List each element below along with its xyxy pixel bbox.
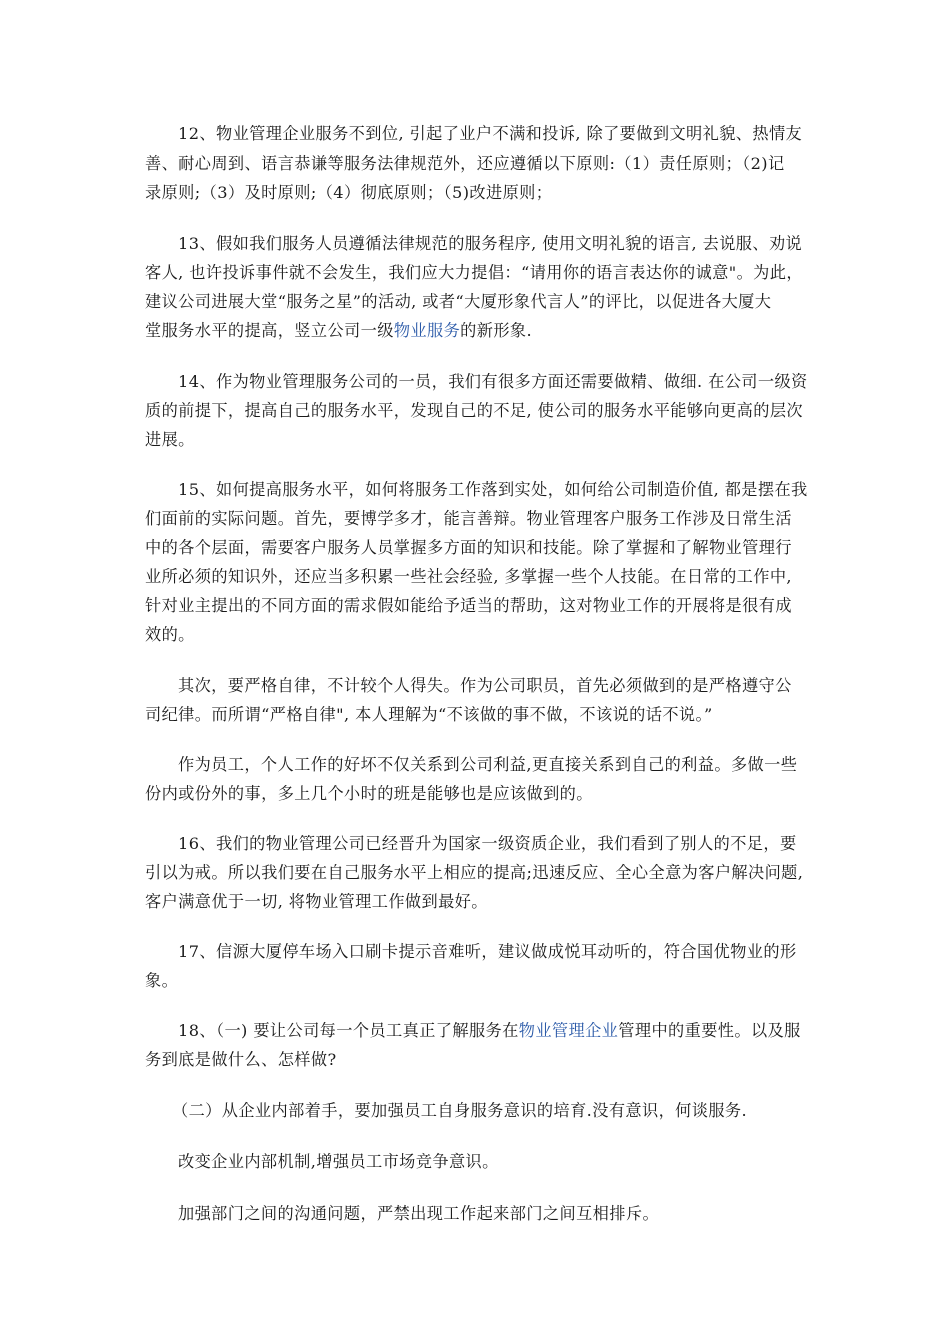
p18d-line-1: 加强部门之间的沟通问题，严禁出现工作起来部门之间互相排斥。 <box>178 1204 660 1223</box>
p13-line-2: 客人, 也许投诉事件就不会发生，我们应大力提倡：“请用你的语言表达你的诚意"。为此， <box>145 263 803 282</box>
p14-line-2: 质的前提下，提高自己的服务水平，发现自己的不足, 使公司的服务水平能够向更高的层次 <box>145 401 804 420</box>
p13-line-3: 建议公司进展大堂“服务之星”的活动, 或者“大厦形象代言人”的评比，以促进各大厦大 <box>145 292 772 311</box>
p15c-line-1: 作为员工，个人工作的好坏不仅关系到公司利益,更直接关系到自己的利益。多做一些 <box>178 755 798 774</box>
link-property-management-enterprise[interactable]: 物业管理企业 <box>518 1021 619 1040</box>
p16-line-2: 引以为戒。所以我们要在自己服务水平上相应的提高;迅速反应、全心全意为客户解决问题, <box>145 863 804 882</box>
p17-line-1: 17、信源大厦停车场入口刷卡提示音难听，建议做成悦耳动听的，符合国优物业的形 <box>178 942 797 961</box>
p15-line-5: 针对业主提出的不同方面的需求假如能给予适当的帮助，这对物业工作的开展将是很有成 <box>145 596 792 615</box>
p15-line-2: 们面前的实际问题。首先，要博学多才，能言善辩。物业管理客户服务工作涉及日常生活 <box>145 509 792 528</box>
p14-line-3: 进展。 <box>145 430 195 449</box>
p15b-line-2: 司纪律。而所谓“严格自律", 本人理解为“不该做的事不做，不该说的话不说。” <box>145 705 713 724</box>
p14-line-1: 14、作为物业管理服务公司的一员，我们有很多方面还需要做精、做细. 在公司一级资 <box>178 372 808 391</box>
p15-line-1: 15、如何提高服务水平，如何将服务工作落到实处，如何给公司制造价值, 都是摆在我 <box>178 480 808 499</box>
p12-line-2: 善、耐心周到、语言恭谦等服务法律规范外，还应遵循以下原则:（1）责任原则；（2)记 <box>145 154 785 173</box>
p17-line-2: 象。 <box>145 971 179 990</box>
p12-line-3: 录原则;（3）及时原则;（4）彻底原则；（5)改进原则； <box>145 183 553 202</box>
p15-line-3: 中的各个层面，需要客户服务人员掌握多方面的知识和技能。除了掌握和了解物业管理行 <box>145 538 792 557</box>
p13-line-1: 13、假如我们服务人员遵循法律规范的服务程序, 使用文明礼貌的语言, 去说服、劝说 <box>178 234 803 253</box>
link-property-service[interactable]: 物业服务 <box>393 321 461 340</box>
p15c-line-2: 份内或份外的事，多上几个小时的班是能够也是应该做到的。 <box>145 784 593 803</box>
p15b-line-1: 其次，要严格自律，不计较个人得失。作为公司职员，首先必须做到的是严格遵守公 <box>178 676 792 695</box>
p18b-line-1: （二）从企业内部着手，要加强员工自身服务意识的培育.没有意识，何谈服务. <box>172 1101 748 1120</box>
p18-line-2: 务到底是做什么、怎样做? <box>145 1050 337 1069</box>
p16-line-1: 16、我们的物业管理公司已经晋升为国家一级资质企业，我们看到了别人的不足，要 <box>178 834 797 853</box>
p13-line-4: 堂服务水平的提高，竖立公司一级物业服务的新形象. <box>145 321 533 340</box>
p16-line-3: 客户满意优于一切, 将物业管理工作做到最好。 <box>145 892 488 911</box>
p15-line-6: 效的。 <box>145 625 195 644</box>
p15-line-4: 业所必须的知识外，还应当多积累一些社会经验, 多掌握一些个人技能。在日常的工作中, <box>145 567 792 586</box>
p18c-line-1: 改变企业内部机制,增强员工市场竞争意识。 <box>178 1152 499 1171</box>
p18-line-1: 18、（一) 要让公司每一个员工真正了解服务在物业管理企业管理中的重要性。以及服 <box>178 1021 801 1040</box>
p12-line-1: 12、物业管理企业服务不到位, 引起了业户不满和投诉, 除了要做到文明礼貌、热情友 <box>178 124 803 143</box>
